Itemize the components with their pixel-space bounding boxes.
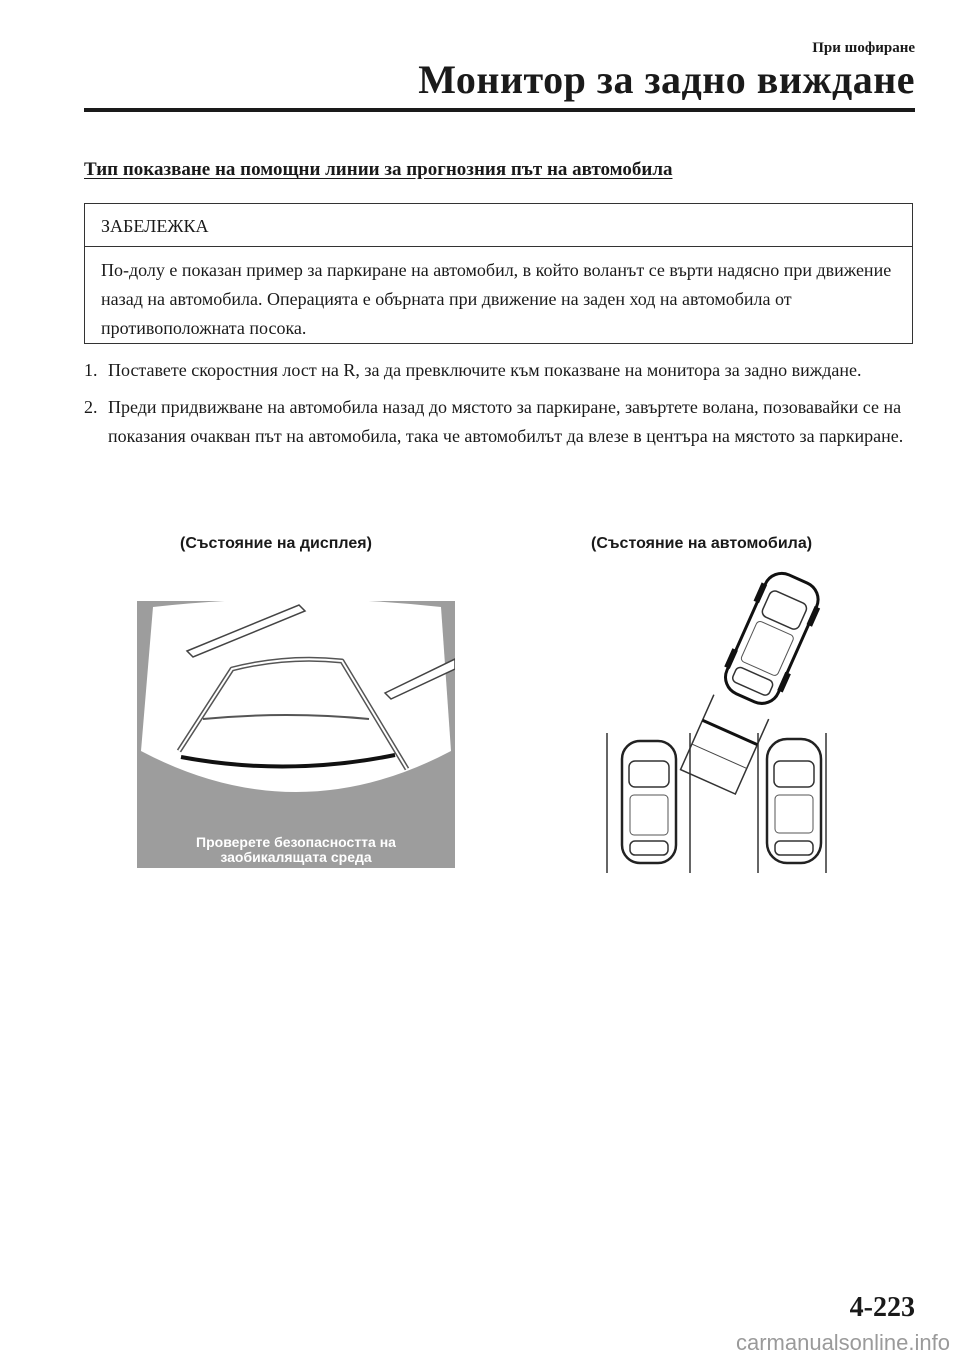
parked-car-left <box>622 741 676 863</box>
step-item <box>84 356 914 385</box>
step-text: Преди придвижване на автомобила назад до мястото за паркиране, завъртете волана, позовавайки се на показания очакван път на автомобила, така че автомобилът да влезе в центъра на мястото за паркиране. <box>108 397 904 446</box>
note-text: По-долу е показан пример за паркиране на автомобил, в който воланът се върти надясно при движение назад на автомобила. Операцията е обърната при движение на заден ход на автомобила от противоположната посока. <box>101 260 892 338</box>
safety-warning-line-1: Проверете безопасността на <box>196 834 396 850</box>
step-text: Поставете скоростния лост на R, за да превключите към показване на монитора за задно виждане. <box>108 360 862 380</box>
steps-list <box>84 356 914 459</box>
site-watermark[interactable]: carmanualsonline.info <box>735 1330 950 1355</box>
safety-warning-line-2: заобикалящата среда <box>220 849 372 865</box>
caption-vehicle-state: (Състояние на автомобила) <box>591 535 813 552</box>
page-number: 4-223 <box>849 1292 915 1323</box>
section-label: При шофиране <box>812 40 915 56</box>
caption-display-state: (Състояние на дисплея) <box>180 535 372 552</box>
page-title: Монитор за задно виждане <box>418 57 915 102</box>
title-rule <box>84 108 915 112</box>
subheading: Тип показване на помощни линии за прогнозния път на автомобила <box>84 159 673 180</box>
vehicle-parking-illustration <box>592 563 852 878</box>
rear-camera-display <box>137 601 455 868</box>
note-title: ЗАБЕЛЕЖКА <box>85 204 912 247</box>
step-item <box>84 393 914 451</box>
note-box <box>84 203 913 344</box>
step-number: 1. <box>84 360 98 380</box>
parked-car-right <box>767 739 821 863</box>
reversing-car <box>716 566 827 711</box>
predicted-path-guides <box>681 695 769 794</box>
step-number: 2. <box>84 397 98 417</box>
